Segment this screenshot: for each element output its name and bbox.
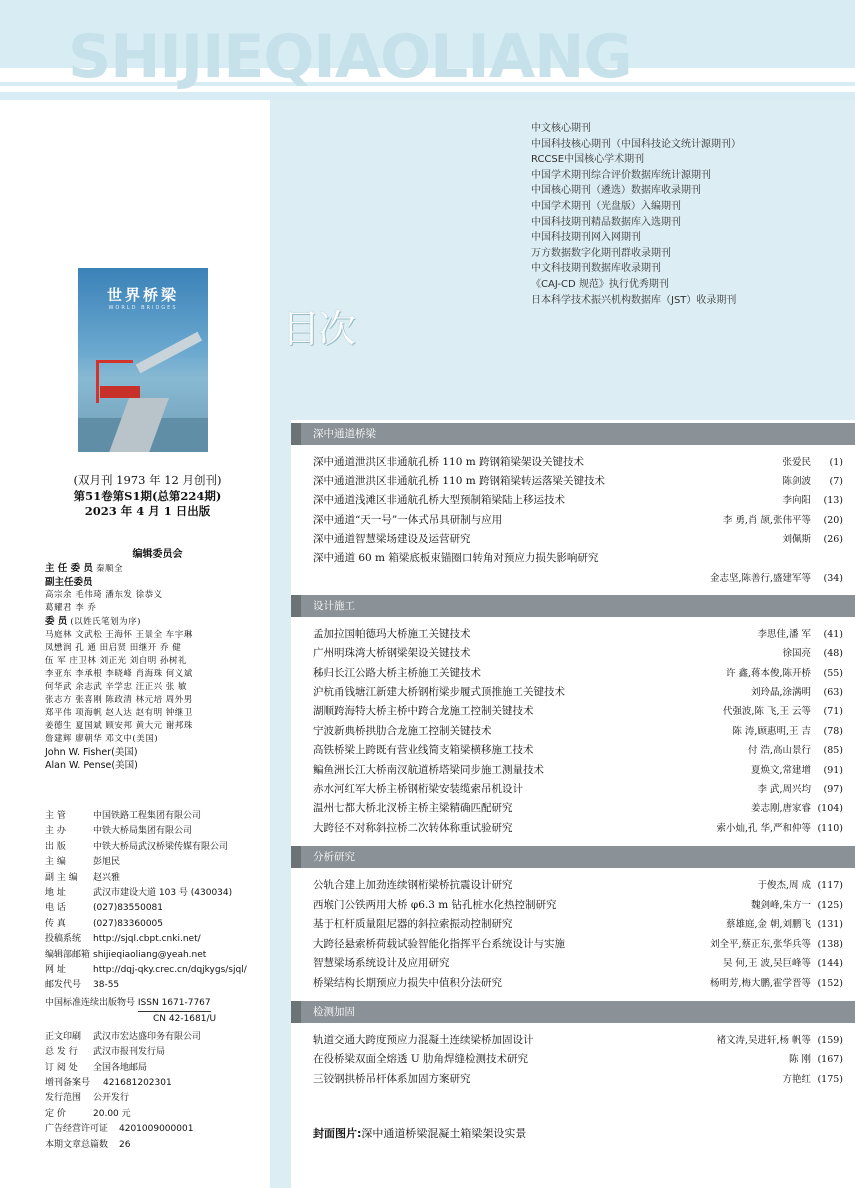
entry-authors: 刘佩斯 — [782, 534, 811, 545]
section-header: 设计施工 — [291, 595, 855, 617]
entry-title: 西堠门公铁两用大桥 φ6.3 m 钻孔桩水化热控制研究 — [313, 899, 557, 911]
entry-authors: 于俊杰,周 成 — [757, 880, 811, 891]
entry-page: (131) — [817, 919, 843, 930]
toc-entry[interactable] — [313, 877, 843, 892]
entry-page: (78) — [823, 726, 843, 737]
pub-key: 传 真 — [45, 918, 66, 929]
issue-info — [40, 473, 255, 520]
entry-title: 基于杠杆质量阻尼器的斜拉索振动控制研究 — [313, 918, 513, 930]
toc-entry[interactable] — [313, 916, 843, 931]
index-item: RCCSE中国核心学术期刊 — [531, 154, 645, 166]
entry-authors: 徐国亮 — [782, 648, 811, 659]
toc-entry[interactable] — [313, 665, 843, 680]
cover-subtitle: WORLD BRIDGES — [108, 305, 178, 311]
toc-entry[interactable] — [313, 473, 843, 488]
entry-authors: 陈 涛,顾惠明,王 吉 — [732, 726, 811, 737]
entry-page: (125) — [817, 900, 843, 911]
chief-label: 主 任 委 员 — [45, 563, 93, 574]
entry-page: (85) — [823, 745, 843, 756]
entry-authors: 魏剑峰,朱方一 — [750, 900, 811, 911]
member-note: (以姓氏笔划为序) — [70, 617, 141, 627]
pub-key: 主 编 — [45, 857, 66, 868]
cover-thumbnail — [78, 268, 208, 452]
publishing-info — [45, 809, 270, 1153]
member-row: 何华武 余志武 辛学忠 汪正兴 张 敏 — [45, 682, 188, 692]
entry-authors: 金志坚,陈善行,盛建军等 — [709, 573, 811, 584]
entry-authors: 夏焕文,常建增 — [750, 765, 811, 776]
entry-title: 三铰钢拱桥吊杆体系加固方案研究 — [313, 1073, 471, 1085]
pub-value: 武汉市建设大道 103 号 (430034) — [93, 888, 233, 899]
entry-page: (55) — [823, 668, 843, 679]
pub-value: 26 — [119, 1139, 131, 1150]
index-item: 中文核心期刊 — [531, 123, 591, 134]
pub-key: 电 话 — [45, 903, 66, 914]
entry-page: (110) — [817, 823, 843, 834]
pub-value: http://sjql.cbpt.cnki.net/ — [93, 934, 201, 945]
entry-title: 赤水河红军大桥主桥钢桁梁安装缆索吊机设计 — [313, 783, 523, 795]
pub-key: 副 主 编 — [45, 872, 78, 883]
cover-title: 世界桥梁 — [106, 286, 179, 304]
entry-title: 深中通道泄洪区非通航孔桥 110 m 跨钢箱梁架设关键技术 — [313, 456, 585, 468]
editorial-board — [45, 548, 270, 772]
pub-key: 增刊备案号 — [45, 1077, 91, 1088]
pub-value: 武汉市宏达盛印务有限公司 — [93, 1031, 202, 1042]
entry-page: (34) — [823, 573, 843, 584]
entry-title: 深中通道“天一号”一体式吊具研制与应用 — [313, 514, 503, 526]
pub-value: 421681202301 — [103, 1077, 172, 1088]
index-item: 中国科技核心期刊（中国科技论文统计源期刊） — [531, 138, 741, 150]
index-item: 日本科学技术振兴机构数据库（JST）收录期刊 — [531, 294, 737, 306]
toc-entry[interactable] — [313, 762, 843, 777]
journal-watermark: SHIJIEQIAOLIANG — [68, 22, 632, 92]
entry-title: 湖顺跨海特大桥主桥中跨合龙施工控制关键技术 — [313, 705, 534, 717]
entry-page: (152) — [817, 978, 843, 989]
entry-authors: 刘玲晶,涂满明 — [750, 687, 811, 698]
entry-authors: 蔡雄庭,金 朝,刘鹏飞 — [725, 919, 811, 930]
toc-entry[interactable] — [313, 645, 843, 660]
toc-title: 目次 — [282, 307, 355, 351]
entry-authors: 陈 刚 — [788, 1054, 811, 1065]
pub-value: 38-55 — [93, 980, 120, 991]
cn-number: CN 42-1681/U — [153, 1014, 217, 1025]
toc-entry[interactable] — [313, 492, 843, 507]
entry-authors: 李向阳 — [782, 495, 811, 506]
entry-title: 沪杭甬钱塘江新建大桥钢桁梁步履式顶推施工关键技术 — [313, 686, 565, 698]
pub-value: (027)83550081 — [93, 903, 164, 914]
member-row: 马庭林 文武松 王海怀 王景全 车宇琳 — [45, 630, 193, 640]
member-row: 李亚东 李承根 李晓峰 肖海珠 何义斌 — [45, 669, 193, 679]
entry-title: 深中通道浅滩区非通航孔桥大型预制箱梁陆上移运技术 — [313, 494, 565, 506]
entry-authors: 李 勇,肖 颉,张伟平等 — [722, 515, 811, 526]
member-row: 姜德生 夏国斌 顾安邦 黄大元 谢邦珠 — [45, 721, 193, 731]
pub-value: shijieqiaoliang@yeah.net — [93, 949, 207, 960]
member-row: 凤懋润 孔 通 田启贤 田继开 乔 健 — [45, 643, 182, 653]
entry-authors: 李思佳,潘 军 — [757, 629, 811, 640]
entry-page: (91) — [823, 765, 843, 776]
entry-title: 高铁桥梁上跨既有营业线简支箱梁横移施工技术 — [313, 744, 534, 756]
pub-value: 中铁大桥局集团有限公司 — [93, 826, 193, 837]
entry-page: (41) — [823, 629, 843, 640]
member-row: 郑平伟 项海帆 赵人达 赵有明 钟继卫 — [45, 708, 193, 718]
entry-title: 轨道交通大跨度预应力混凝土连续梁桥加固设计 — [313, 1034, 534, 1046]
member-row: 伍 军 庄卫林 刘正光 刘自明 孙树礼 — [45, 656, 188, 666]
entry-page: (1) — [829, 457, 843, 468]
entry-page: (138) — [817, 939, 843, 950]
entry-authors: 索小灿,孔 华,严和仲等 — [716, 823, 811, 834]
std-serial-label: 中国标准连续出版物号 — [45, 997, 136, 1008]
toc-entry[interactable] — [313, 955, 843, 970]
toc-entry[interactable] — [313, 1032, 843, 1047]
pub-value: 赵兴雅 — [93, 872, 121, 883]
pub-key: 主 管 — [45, 811, 66, 821]
foreign-member: Alan W. Pense(美国) — [45, 760, 138, 771]
entry-page: (48) — [823, 648, 843, 659]
pub-key: 定 价 — [45, 1108, 66, 1119]
entry-title: 公轨合建上加劲连续钢桁梁桥抗震设计研究 — [313, 879, 513, 891]
entry-title: 大跨径不对称斜拉桥二次转体称重试验研究 — [313, 822, 513, 834]
pub-key: 编辑部邮箱 — [45, 949, 91, 960]
entry-title: 秭归长江公路大桥主桥施工关键技术 — [313, 667, 481, 679]
section-header: 分析研究 — [291, 846, 855, 868]
entry-page: (104) — [817, 803, 843, 814]
entry-title: 在役桥梁双面全熔透 U 肋角焊缝检测技术研究 — [313, 1053, 529, 1065]
member-row: 詹建辉 廖朝华 邓文中(美国) — [45, 734, 159, 744]
entry-authors: 方艳红 — [782, 1074, 811, 1085]
entry-page: (71) — [823, 706, 843, 717]
pub-key: 广告经营许可证 — [45, 1124, 109, 1135]
entry-authors: 吴 何,王 波,吴巨峰等 — [722, 958, 811, 969]
pub-key: 订 阅 处 — [45, 1062, 78, 1073]
toc-entry[interactable] — [313, 703, 843, 718]
member-row: 张志方 张喜刚 陈政清 林元培 周外男 — [45, 695, 193, 705]
toc-entry[interactable] — [313, 723, 843, 738]
entry-authors: 杨明芳,梅大鹏,霍学晋等 — [709, 978, 811, 989]
toc-entry[interactable] — [313, 820, 843, 835]
cover-caption-label: 封面图片: — [313, 1127, 362, 1140]
pub-value: 公开发行 — [93, 1093, 130, 1104]
entry-page: (97) — [823, 784, 843, 795]
entry-authors: 张爱民 — [782, 457, 811, 468]
entry-page: (144) — [817, 958, 843, 969]
toc-entry[interactable] — [313, 454, 843, 469]
pub-key: 投稿系统 — [45, 934, 82, 945]
cover-caption — [313, 1125, 526, 1141]
entry-title: 深中通道 60 m 箱梁底板束锚圈口转角对预应力损失影响研究 — [313, 552, 599, 564]
toc-entry[interactable] — [313, 975, 843, 990]
pub-key: 邮发代号 — [45, 980, 82, 991]
entry-title: 温州七都大桥北汊桥主桥主梁精确匹配研究 — [313, 802, 513, 814]
entry-page: (13) — [823, 495, 843, 506]
pub-value: 20.00 元 — [93, 1108, 131, 1119]
toc-entry[interactable] — [313, 781, 843, 796]
toc-entry[interactable] — [313, 684, 843, 699]
entry-title: 鳊鱼洲长江大桥南汊航道桥塔梁同步施工测量技术 — [313, 764, 544, 776]
toc-entry[interactable] — [313, 626, 843, 641]
entry-title: 大跨径悬索桥荷载试验智能化指挥平台系统设计与实施 — [313, 938, 565, 950]
chief-name: 秦顺全 — [95, 564, 123, 574]
pub-key: 发行范围 — [45, 1093, 82, 1104]
entry-authors: 刘全平,蔡正东,张华兵等 — [709, 939, 811, 950]
pub-value: http://dqj-qky.crec.cn/dqjkygs/sjql/ — [93, 965, 247, 976]
toc-entry[interactable] — [313, 936, 843, 951]
index-item: 中国科技期刊网入网期刊 — [531, 232, 641, 244]
vice-label: 副主任委员 — [45, 577, 93, 588]
index-item: 中国学术期刊（光盘版）入编期刊 — [531, 200, 681, 212]
entry-title: 广州明珠湾大桥钢梁架设关键技术 — [313, 647, 471, 659]
toc-entry[interactable] — [313, 800, 843, 815]
pub-value: 全国各地邮局 — [93, 1062, 148, 1073]
issue-date: 2023 年 4 月 1 日出版 — [84, 504, 211, 518]
entry-page: (7) — [829, 476, 843, 487]
toc-entry[interactable] — [313, 1071, 843, 1086]
toc-entry[interactable] — [313, 742, 843, 757]
pub-value: (027)83360005 — [93, 918, 164, 929]
section-header: 检测加固 — [291, 1001, 855, 1023]
vice-row: 高宗余 毛伟琦 潘东发 徐恭义 — [45, 590, 163, 600]
issn: ISSN 1671-7767 — [138, 996, 211, 1012]
index-item: 万方数据数字化期刊群收录期刊 — [531, 247, 671, 259]
index-item: 中国核心期刊（遴选）数据库收录期刊 — [531, 185, 701, 197]
toc-entry[interactable] — [313, 1051, 843, 1066]
toc-entry[interactable] — [313, 897, 843, 912]
pub-value: 4201009000001 — [119, 1124, 194, 1135]
entry-title: 孟加拉国帕德玛大桥施工关键技术 — [313, 628, 471, 640]
toc-entry[interactable] — [313, 531, 843, 546]
entry-authors: 代强波,陈 飞,王 云等 — [722, 706, 811, 717]
issue-volume: 第51卷第S1期(总第224期) — [73, 488, 222, 503]
entry-title: 桥梁结构长期预应力损失中值积分法研究 — [313, 977, 502, 989]
pub-value: 中铁大桥局武汉桥梁传媒有限公司 — [93, 841, 229, 852]
editorial-heading: 编辑委员会 — [132, 549, 183, 560]
entry-page: (63) — [823, 687, 843, 698]
pub-value: 武汉市报刊发行局 — [93, 1047, 166, 1058]
entry-authors: 姜志刚,唐家睿 — [750, 803, 811, 814]
entry-page: (26) — [823, 534, 843, 545]
section-header: 深中通道桥梁 — [291, 423, 855, 445]
entry-page: (167) — [817, 1054, 843, 1065]
pub-value: 中国铁路工程集团有限公司 — [93, 811, 202, 821]
pub-key: 正文印刷 — [45, 1031, 82, 1042]
entry-authors: 付 浩,高山景行 — [747, 745, 811, 756]
entry-page: (117) — [817, 880, 843, 891]
vice-row: 葛耀君 李 乔 — [45, 603, 97, 613]
entry-title: 宁波新典桥拱肋合龙施工控制关键技术 — [313, 725, 492, 737]
pub-key: 网 址 — [45, 965, 66, 976]
pub-key: 本期文章总篇数 — [45, 1139, 109, 1150]
entry-authors: 陈剑波 — [782, 476, 811, 487]
toc-entry[interactable] — [313, 512, 843, 527]
entry-title: 深中通道智慧梁场建设及运营研究 — [313, 533, 471, 545]
entry-authors: 褚文涛,吴进轩,杨 帆等 — [716, 1035, 811, 1046]
index-listings — [531, 121, 741, 308]
entry-authors: 许 鑫,蒋本俊,陈开桥 — [725, 668, 811, 679]
entry-title: 深中通道泄洪区非通航孔桥 110 m 跨钢箱梁转运落梁关键技术 — [313, 475, 606, 487]
member-label: 委 员 — [45, 616, 68, 627]
pub-key: 出 版 — [45, 841, 66, 852]
entry-authors: 李 武,周兴均 — [757, 784, 811, 795]
cover-caption-text: 深中通道桥梁混凝土箱梁架设实景 — [361, 1127, 527, 1140]
entry-page: (20) — [823, 515, 843, 526]
entry-title: 智慧梁场系统设计及应用研究 — [313, 957, 450, 969]
toc-entry[interactable] — [313, 550, 783, 565]
index-item: 中文科技期刊数据库收录期刊 — [531, 263, 661, 275]
index-item: 《CAJ-CD 规范》执行优秀期刊 — [531, 278, 669, 290]
pub-key: 地 址 — [45, 888, 66, 899]
pub-key: 总 发 行 — [45, 1047, 78, 1058]
pub-key: 主 办 — [45, 826, 66, 837]
foreign-member: John W. Fisher(美国) — [45, 747, 138, 758]
entry-page: (175) — [817, 1074, 843, 1085]
pub-value: 彭旭民 — [93, 857, 121, 868]
issue-frequency: (双月刊 1973 年 12 月创刊) — [73, 473, 222, 487]
index-item: 中国科技期刊精品数据库入选期刊 — [531, 216, 681, 228]
entry-page: (159) — [817, 1035, 843, 1046]
index-item: 中国学术期刊综合评价数据库统计源期刊 — [531, 169, 711, 181]
